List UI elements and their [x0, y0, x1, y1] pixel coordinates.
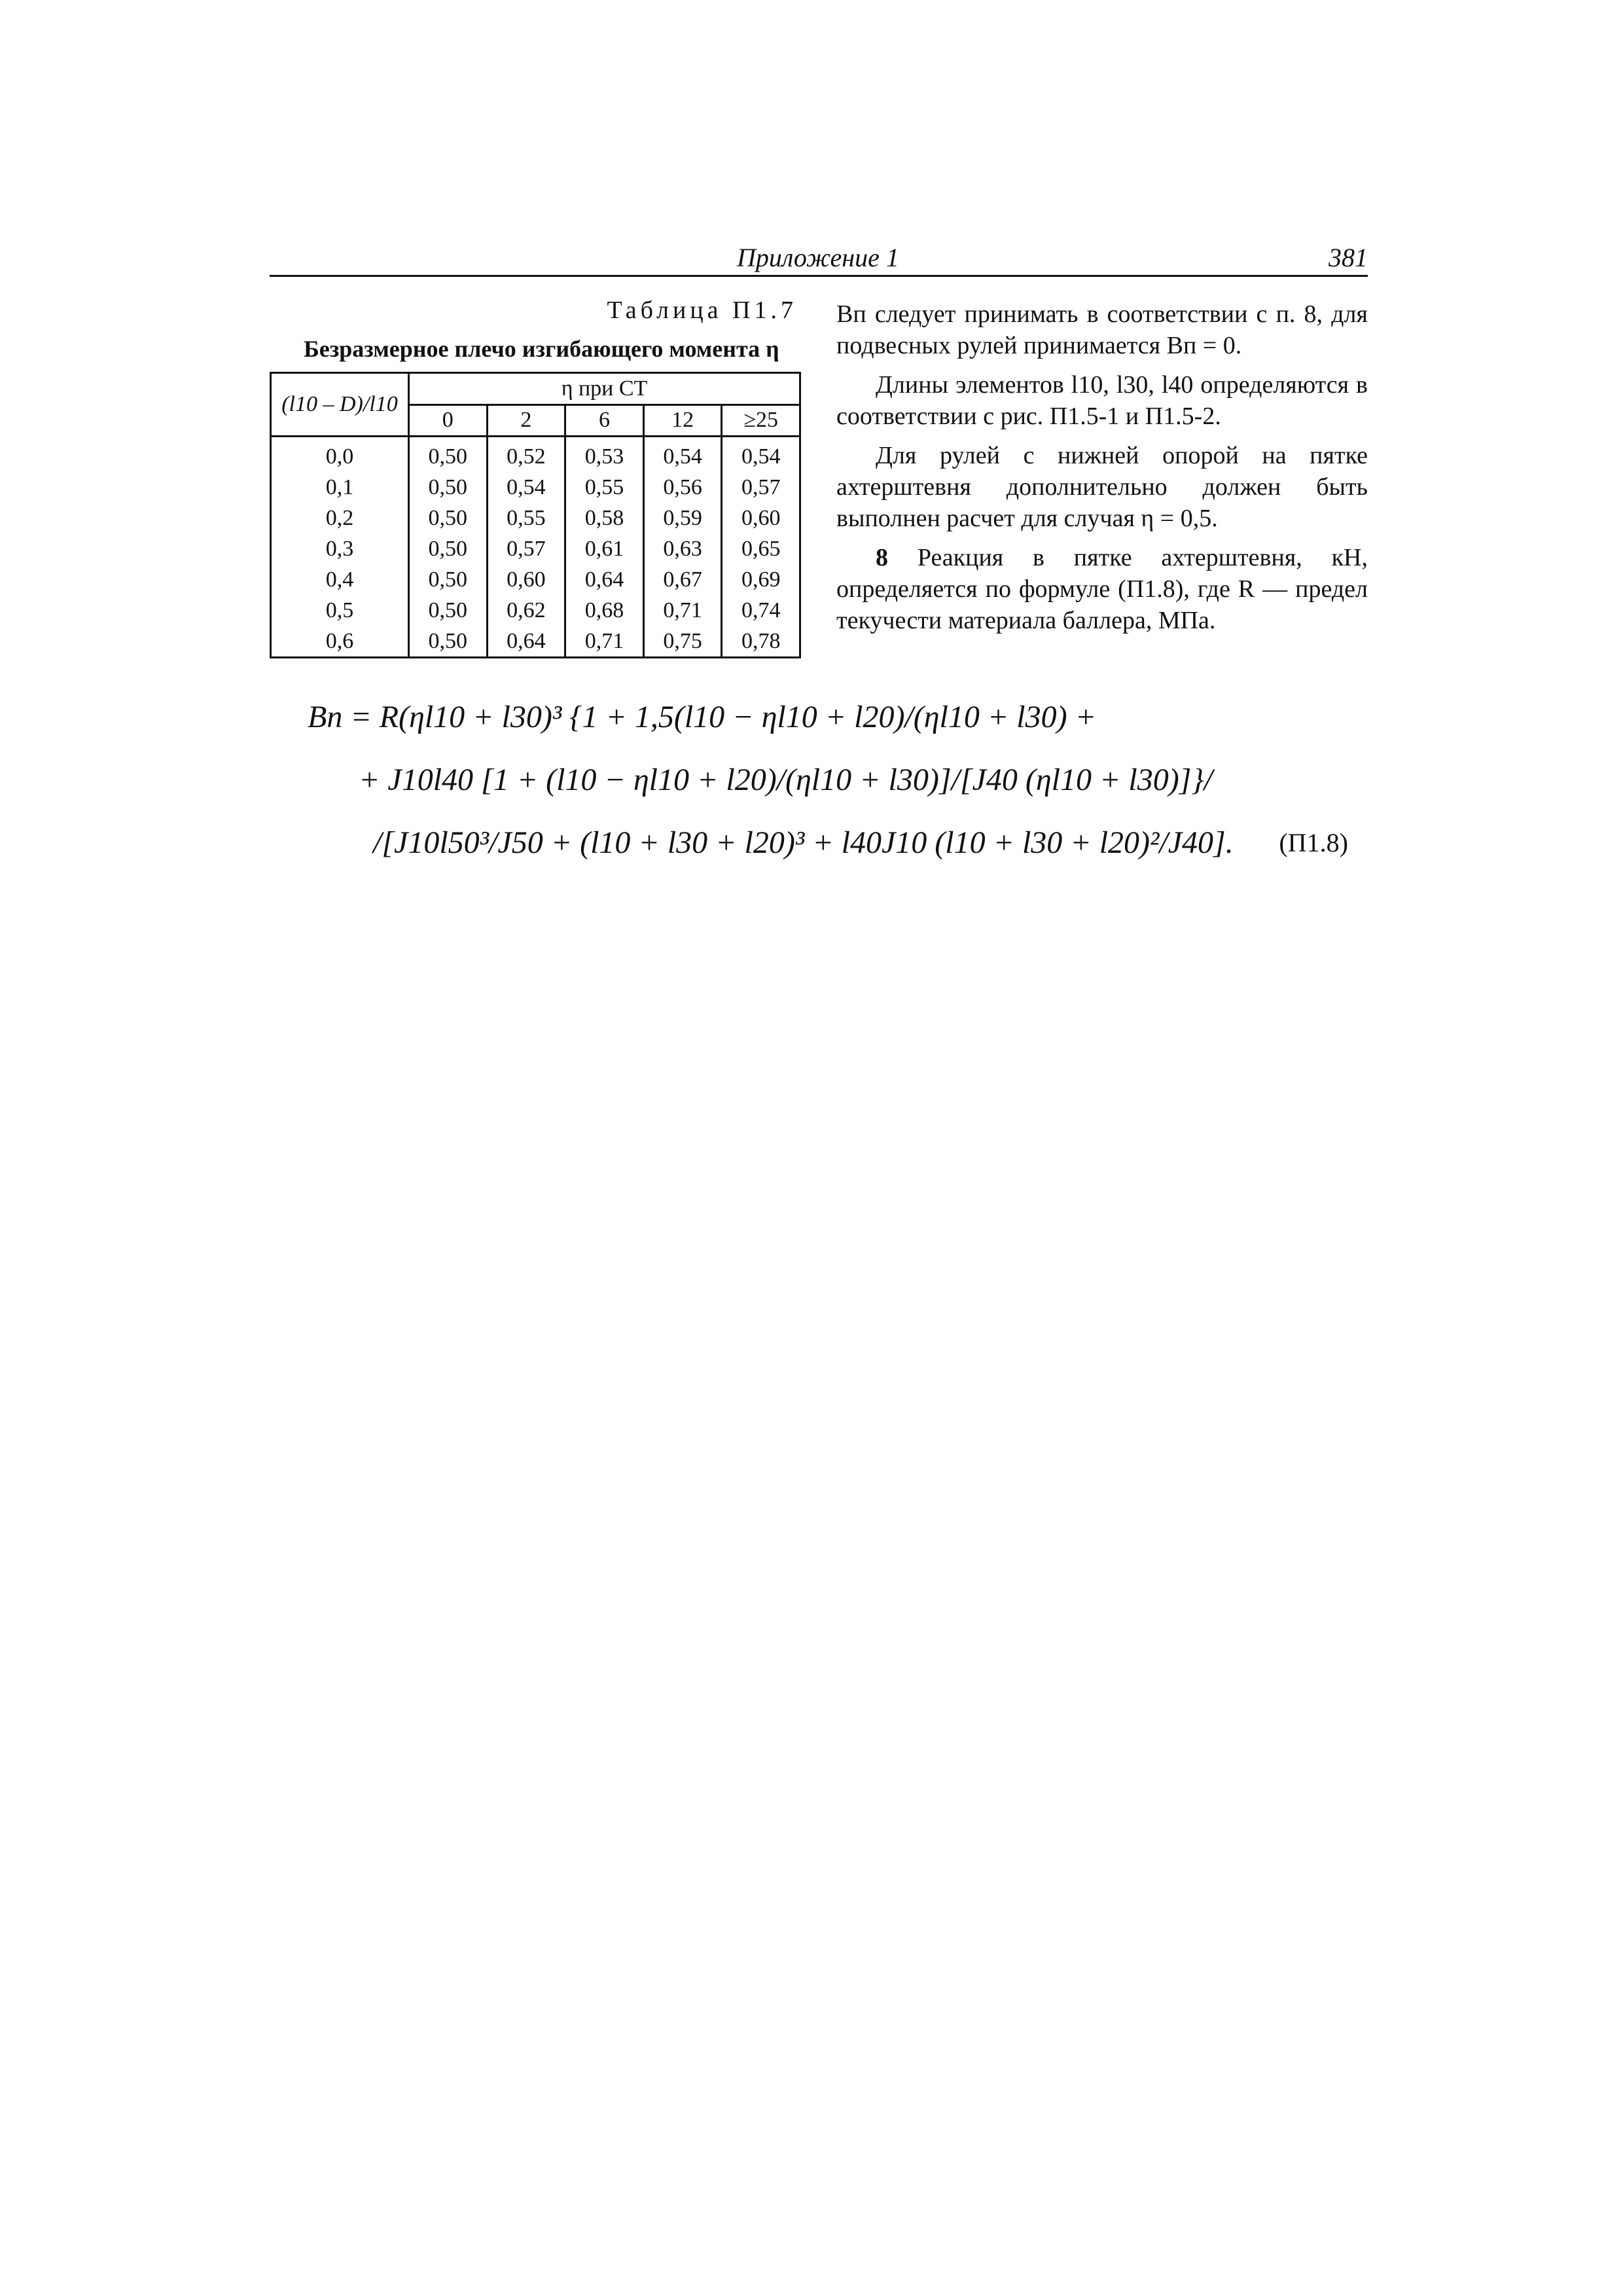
table-row [271, 595, 800, 626]
table-cell: 0,68 [565, 595, 644, 626]
table-label: Таблица П1.7 [607, 296, 797, 324]
header-title: Приложение 1 [737, 243, 899, 272]
table-cell: 0,50 [409, 564, 488, 595]
row-key: 0,4 [271, 564, 409, 595]
table-title: Безразмерное плечо изгибающего момента η [304, 336, 779, 362]
table-row [271, 472, 800, 503]
paragraph-4 [836, 542, 1368, 636]
table-cell: 0,57 [722, 472, 800, 503]
table-cell: 0,64 [565, 564, 644, 595]
table-cell: 0,60 [722, 503, 800, 533]
table-cell: 0,69 [722, 564, 800, 595]
table-cell: 0,50 [409, 533, 488, 564]
table-cell: 0,57 [487, 533, 565, 564]
table-row [271, 533, 800, 564]
table-cell: 0,60 [487, 564, 565, 595]
table-cell: 0,75 [643, 626, 722, 658]
table-cell: 0,71 [565, 626, 644, 658]
group-header: η при CT [409, 373, 800, 405]
table-cell: 0,67 [643, 564, 722, 595]
column-header: 12 [643, 404, 722, 437]
row-key: 0,2 [271, 503, 409, 533]
table-cell: 0,50 [409, 437, 488, 473]
table-cell: 0,54 [722, 437, 800, 473]
formula-line-2: + J10l40 [1 + (l10 − ηl10 + l20)/(ηl10 + l30)]/[J40 (ηl10 + l30)]}/ [359, 762, 1213, 797]
paragraph-1: Bп следует принимать в соответствии с п. 8, для подвесных рулей принимается Bп = 0. [836, 300, 1368, 359]
paragraph-3: Для рулей с нижней опорой на пятке ахтерштевня дополнительно должен быть выполнен расчет для случая η = 0,5. [836, 442, 1368, 532]
table-row [271, 564, 800, 595]
table-cell: 0,59 [643, 503, 722, 533]
table-row [271, 437, 800, 473]
table-cell: 0,71 [643, 595, 722, 626]
table-cell: 0,53 [565, 437, 644, 473]
column-header: 0 [409, 404, 488, 437]
table-cell: 0,55 [565, 472, 644, 503]
table-body [271, 437, 800, 658]
table-row [271, 503, 800, 533]
column-header: 6 [565, 404, 644, 437]
table-cell: 0,54 [487, 472, 565, 503]
paragraph-2: Длины элементов l10, l30, l40 определяются в соответствии с рис. П1.5-1 и П1.5-2. [836, 371, 1368, 430]
table-cell: 0,62 [487, 595, 565, 626]
table-cell: 0,65 [722, 533, 800, 564]
table-cell: 0,58 [565, 503, 644, 533]
formula-number: (П1.8) [1279, 828, 1348, 857]
formula-p1-8 [308, 686, 1368, 874]
running-header [270, 241, 1368, 277]
table-cell: 0,55 [487, 503, 565, 533]
table-row [271, 626, 800, 658]
table-cell: 0,50 [409, 595, 488, 626]
row-header: (l10 – D)/l10 [271, 373, 409, 437]
formula-line-3: /[J10l50³/J50 + (l10 + l30 + l20)³ + l40J10 (l10 + l30 + l20)²/J40]. [373, 825, 1234, 860]
data-table [270, 372, 801, 658]
row-key: 0,5 [271, 595, 409, 626]
table-cell: 0,78 [722, 626, 800, 658]
row-key: 0,6 [271, 626, 409, 658]
table-cell: 0,56 [643, 472, 722, 503]
table-cell: 0,74 [722, 595, 800, 626]
table-cell: 0,61 [565, 533, 644, 564]
formula-line-1: Bп = R(ηl10 + l30)³ {1 + 1,5(l10 − ηl10 + l20)/(ηl10 + l30) + [308, 700, 1096, 734]
row-key: 0,1 [271, 472, 409, 503]
page-number: 381 [1329, 243, 1368, 272]
table-cell: 0,52 [487, 437, 565, 473]
right-column-text [836, 298, 1368, 644]
paragraph-4-text: Реакция в пятке ахтерштевня, кН, определяется по формуле (П1.8), где R — предел текучести материала баллера, МПа. [836, 544, 1368, 634]
row-key: 0,0 [271, 437, 409, 473]
row-key: 0,3 [271, 533, 409, 564]
item-number: 8 [876, 544, 888, 571]
column-header: ≥25 [722, 404, 800, 437]
column-header: 2 [487, 404, 565, 437]
table-cell: 0,50 [409, 626, 488, 658]
table-cell: 0,54 [643, 437, 722, 473]
table-cell: 0,50 [409, 503, 488, 533]
table-cell: 0,50 [409, 472, 488, 503]
table-cell: 0,63 [643, 533, 722, 564]
table-cell: 0,64 [487, 626, 565, 658]
